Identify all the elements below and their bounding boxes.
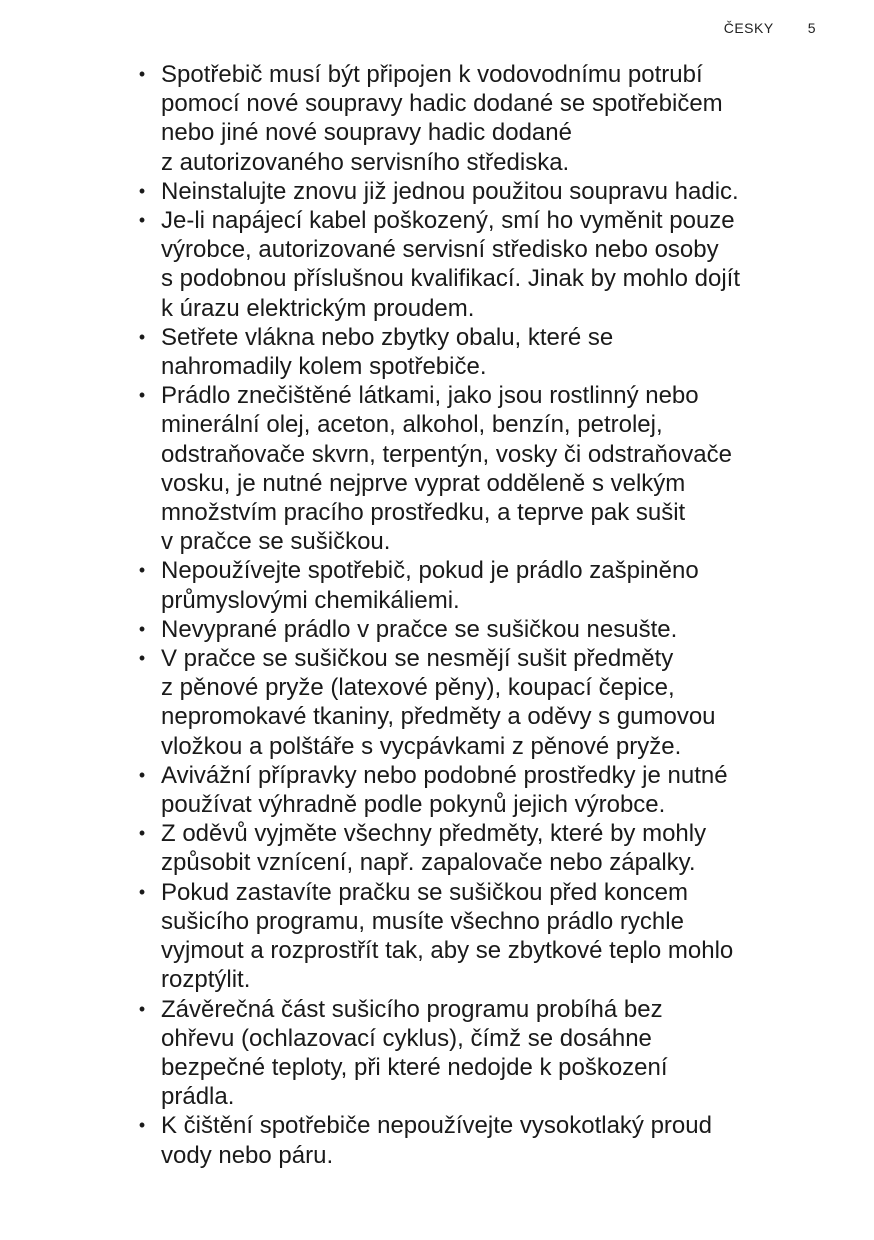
list-item-text-line: výrobce, autorizované servisní středisko nebo osoby (161, 236, 719, 264)
list-item-text-line: V pračce se sušičkou se nesmějí sušit předměty (161, 645, 674, 673)
list-item (0, 177, 874, 206)
list-item-text-line: Je-li napájecí kabel poškozený, smí ho vyměnit pouze (161, 207, 735, 235)
page-header (724, 20, 816, 36)
list-item-text-line: odstraňovače skvrn, terpentýn, vosky či odstraňovače (161, 440, 732, 468)
list-item (0, 381, 874, 556)
list-item-text-line: používat výhradně podle pokynů jejich výrobce. (161, 791, 666, 819)
list-item-text-line: rozptýlit. (161, 966, 251, 994)
bullet-icon: • (138, 64, 146, 84)
list-item-text-line: z autorizovaného servisního střediska. (161, 148, 570, 176)
list-item-text-line: průmyslovými chemikáliemi. (161, 586, 460, 614)
bullet-icon: • (138, 618, 146, 639)
list-item-text-line: v pračce se sušičkou. (161, 528, 391, 556)
list-item-text-line: s podobnou příslušnou kvalifikací. Jinak by mohlo dojít (161, 265, 740, 293)
list-item-text-line: vyjmout a rozprostřít tak, aby se zbytkové teplo mohlo (161, 937, 734, 965)
list-item-text-line: vložkou a polštáře s vycpávkami z pěnové pryže. (161, 732, 682, 760)
list-item-text-line: K čištění spotřebiče nepoužívejte vysokotlaký proud (161, 1112, 712, 1140)
list-item (0, 995, 874, 1112)
bullet-icon: • (138, 560, 146, 581)
list-item-text-line: Setřete vlákna nebo zbytky obalu, které se (161, 323, 614, 351)
list-item-text-line: Pokud zastavíte pračku se sušičkou před koncem (161, 878, 688, 906)
list-item-text-line: Avivážní přípravky nebo podobné prostředky je nutné (161, 761, 728, 789)
list-item (0, 615, 874, 644)
bullet-icon: • (138, 1115, 146, 1136)
list-item-text-line: Nepoužívejte spotřebič, pokud je prádlo zašpiněno (161, 557, 699, 585)
list-item-text-line: nahromadily kolem spotřebiče. (161, 353, 487, 381)
list-item (0, 819, 874, 877)
list-item-text-line: minerální olej, aceton, alkohol, benzín, petrolej, (161, 411, 663, 439)
list-item-text-line: k úrazu elektrickým proudem. (161, 294, 475, 322)
list-item-text-line: z pěnové pryže (latexové pěny), koupací čepice, (161, 674, 675, 702)
list-item (0, 60, 874, 177)
list-item-text-line: Z oděvů vyjměte všechny předměty, které by mohly (161, 820, 707, 848)
bullet-icon: • (138, 210, 146, 231)
safety-instructions (0, 60, 874, 1170)
list-item-text-line: Prádlo znečištěné látkami, jako jsou rostlinný nebo (161, 382, 699, 410)
page-number: 5 (807, 20, 816, 36)
list-item-text-line: bezpečné teploty, při které nedojde k poškození (161, 1053, 668, 1081)
list-item-text-line: pomocí nové soupravy hadic dodané se spotřebičem (161, 90, 723, 118)
language-label: ČESKY (723, 20, 774, 36)
list-item (0, 644, 874, 761)
list-item-text-line: způsobit vznícení, např. zapalovače nebo zápalky. (161, 849, 696, 877)
list-item (0, 323, 874, 381)
list-item-text-line: ohřevu (ochlazovací cyklus), čímž se dosáhne (161, 1024, 652, 1052)
list-item (0, 206, 874, 323)
bullet-icon: • (138, 823, 146, 844)
bullet-icon: • (138, 881, 146, 902)
list-item-text-line: Spotřebič musí být připojen k vodovodnímu potrubí (161, 61, 703, 88)
list-item-text-line: Neinstalujte znovu již jednou použitou soupravu hadic. (161, 177, 739, 205)
list-item (0, 878, 874, 995)
list-item (0, 1111, 874, 1169)
list-item (0, 556, 874, 614)
bullet-icon: • (138, 180, 146, 201)
list-item-text-line: Závěrečná část sušicího programu probíhá bez (161, 995, 663, 1023)
list-item-text-line: vody nebo páru. (161, 1141, 334, 1169)
bullet-icon: • (138, 385, 146, 406)
bullet-list (0, 60, 874, 1170)
list-item-text-line: množstvím pracího prostředku, a teprve pak sušit (161, 499, 686, 527)
list-item-text-line: vosku, je nutné nejprve vyprat odděleně s velkým (161, 469, 686, 497)
list-item (0, 761, 874, 819)
list-item-text-line: nebo jiné nové soupravy hadic dodané (161, 119, 572, 147)
bullet-icon: • (138, 998, 146, 1019)
list-item-text-line: Nevyprané prádlo v pračce se sušičkou nesušte. (161, 615, 678, 643)
bullet-icon: • (138, 764, 146, 785)
list-item-text-line: sušicího programu, musíte všechno prádlo rychle (161, 907, 684, 935)
list-item-text-line: nepromokavé tkaniny, předměty a oděvy s gumovou (161, 703, 716, 731)
bullet-icon: • (138, 648, 146, 669)
bullet-icon: • (138, 326, 146, 347)
list-item-text-line: prádla. (161, 1083, 235, 1111)
